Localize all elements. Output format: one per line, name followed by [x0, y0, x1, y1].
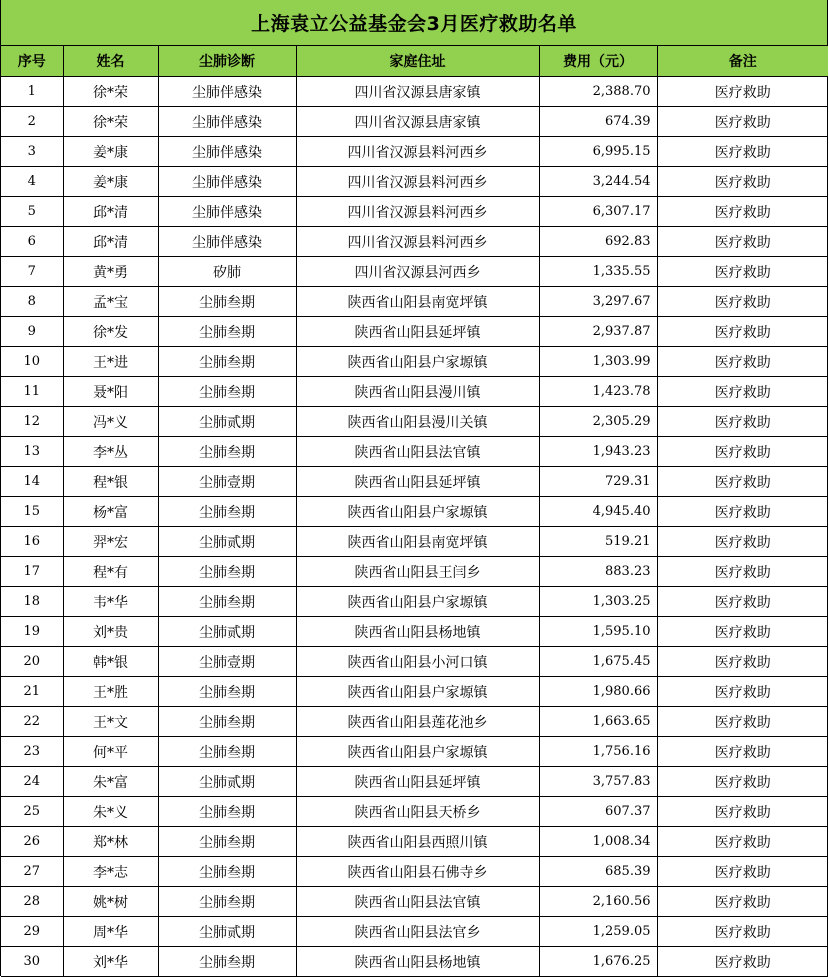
cell-note: 医疗救助 [657, 947, 828, 977]
column-header-diagnosis: 尘肺诊断 [158, 46, 296, 77]
cell-note: 医疗救助 [657, 827, 828, 857]
cell-index: 13 [1, 437, 63, 467]
cell-address: 四川省汉源县唐家镇 [296, 107, 539, 137]
cell-index: 7 [1, 257, 63, 287]
table-row [1, 527, 828, 557]
cell-cost: 729.31 [539, 467, 657, 497]
cell-index: 26 [1, 827, 63, 857]
cell-name: 韦*华 [63, 587, 158, 617]
cell-address: 陕西省山阳县户家塬镇 [296, 347, 539, 377]
cell-diagnosis: 尘肺叁期 [158, 887, 296, 917]
cell-address: 陕西省山阳县杨地镇 [296, 617, 539, 647]
cell-diagnosis: 尘肺伴感染 [158, 77, 296, 107]
table-row [1, 557, 828, 587]
sheet-title: 上海袁立公益基金会3月医疗救助名单 [1, 0, 827, 46]
cell-cost: 519.21 [539, 527, 657, 557]
cell-index: 28 [1, 887, 63, 917]
cell-name: 黄*勇 [63, 257, 158, 287]
cell-address: 陕西省山阳县户家塬镇 [296, 737, 539, 767]
cell-diagnosis: 尘肺伴感染 [158, 167, 296, 197]
cell-cost: 3,297.67 [539, 287, 657, 317]
cell-name: 邱*清 [63, 197, 158, 227]
cell-diagnosis: 尘肺贰期 [158, 917, 296, 947]
cell-note: 医疗救助 [657, 737, 828, 767]
cell-cost: 674.39 [539, 107, 657, 137]
cell-cost: 1,980.66 [539, 677, 657, 707]
table-row [1, 587, 828, 617]
table-row [1, 497, 828, 527]
cell-index: 16 [1, 527, 63, 557]
cell-name: 王*胜 [63, 677, 158, 707]
table-row [1, 167, 828, 197]
cell-address: 陕西省山阳县法官乡 [296, 917, 539, 947]
cell-index: 24 [1, 767, 63, 797]
table-row [1, 707, 828, 737]
cell-cost: 3,244.54 [539, 167, 657, 197]
cell-address: 陕西省山阳县户家塬镇 [296, 587, 539, 617]
cell-diagnosis: 尘肺叁期 [158, 947, 296, 977]
header-row [1, 46, 828, 77]
cell-diagnosis: 尘肺壹期 [158, 467, 296, 497]
cell-diagnosis: 尘肺叁期 [158, 377, 296, 407]
table-row [1, 107, 828, 137]
cell-address: 四川省汉源县河西乡 [296, 257, 539, 287]
cell-index: 2 [1, 107, 63, 137]
cell-cost: 607.37 [539, 797, 657, 827]
cell-note: 医疗救助 [657, 347, 828, 377]
cell-index: 8 [1, 287, 63, 317]
cell-address: 陕西省山阳县杨地镇 [296, 947, 539, 977]
cell-name: 郑*林 [63, 827, 158, 857]
cell-name: 周*华 [63, 917, 158, 947]
cell-index: 27 [1, 857, 63, 887]
cell-name: 徐*荣 [63, 107, 158, 137]
table-row [1, 947, 828, 977]
cell-index: 12 [1, 407, 63, 437]
cell-address: 陕西省山阳县户家塬镇 [296, 497, 539, 527]
cell-name: 王*文 [63, 707, 158, 737]
cell-note: 医疗救助 [657, 317, 828, 347]
cell-index: 17 [1, 557, 63, 587]
cell-note: 医疗救助 [657, 617, 828, 647]
cell-note: 医疗救助 [657, 437, 828, 467]
cell-note: 医疗救助 [657, 107, 828, 137]
cell-cost: 1,676.25 [539, 947, 657, 977]
table-row [1, 917, 828, 947]
cell-diagnosis: 尘肺伴感染 [158, 197, 296, 227]
cell-diagnosis: 尘肺伴感染 [158, 227, 296, 257]
cell-note: 医疗救助 [657, 167, 828, 197]
cell-index: 30 [1, 947, 63, 977]
cell-name: 徐*发 [63, 317, 158, 347]
cell-note: 医疗救助 [657, 287, 828, 317]
cell-name: 程*银 [63, 467, 158, 497]
cell-cost: 2,937.87 [539, 317, 657, 347]
cell-index: 22 [1, 707, 63, 737]
table-row [1, 827, 828, 857]
table-row [1, 257, 828, 287]
cell-address: 陕西省山阳县南宽坪镇 [296, 527, 539, 557]
cell-note: 医疗救助 [657, 797, 828, 827]
cell-index: 21 [1, 677, 63, 707]
cell-name: 李*志 [63, 857, 158, 887]
cell-cost: 1,259.05 [539, 917, 657, 947]
cell-address: 四川省汉源县料河西乡 [296, 197, 539, 227]
table-row [1, 377, 828, 407]
cell-diagnosis: 尘肺叁期 [158, 497, 296, 527]
cell-address: 陕西省山阳县小河口镇 [296, 647, 539, 677]
cell-name: 刘*华 [63, 947, 158, 977]
cell-address: 陕西省山阳县法官镇 [296, 887, 539, 917]
cell-cost: 1,675.45 [539, 647, 657, 677]
table-row [1, 137, 828, 167]
cell-note: 医疗救助 [657, 497, 828, 527]
cell-name: 何*平 [63, 737, 158, 767]
cell-address: 四川省汉源县料河西乡 [296, 167, 539, 197]
cell-name: 李*丛 [63, 437, 158, 467]
table-row [1, 407, 828, 437]
cell-diagnosis: 尘肺贰期 [158, 767, 296, 797]
cell-cost: 1,335.55 [539, 257, 657, 287]
cell-diagnosis: 尘肺叁期 [158, 737, 296, 767]
cell-index: 20 [1, 647, 63, 677]
cell-name: 韩*银 [63, 647, 158, 677]
cell-index: 6 [1, 227, 63, 257]
cell-address: 陕西省山阳县延坪镇 [296, 767, 539, 797]
table-row [1, 467, 828, 497]
cell-index: 14 [1, 467, 63, 497]
cell-cost: 4,945.40 [539, 497, 657, 527]
cell-address: 陕西省山阳县漫川镇 [296, 377, 539, 407]
cell-address: 陕西省山阳县漫川关镇 [296, 407, 539, 437]
table-row [1, 647, 828, 677]
cell-diagnosis: 尘肺伴感染 [158, 107, 296, 137]
cell-note: 医疗救助 [657, 647, 828, 677]
cell-cost: 1,303.99 [539, 347, 657, 377]
cell-address: 四川省汉源县料河西乡 [296, 137, 539, 167]
cell-note: 医疗救助 [657, 527, 828, 557]
column-header-note: 备注 [657, 46, 828, 77]
table-row [1, 437, 828, 467]
cell-name: 徐*荣 [63, 77, 158, 107]
cell-cost: 6,307.17 [539, 197, 657, 227]
cell-cost: 2,305.29 [539, 407, 657, 437]
cell-diagnosis: 尘肺叁期 [158, 797, 296, 827]
cell-address: 陕西省山阳县法官镇 [296, 437, 539, 467]
cell-note: 医疗救助 [657, 587, 828, 617]
cell-diagnosis: 尘肺贰期 [158, 527, 296, 557]
cell-address: 陕西省山阳县王闫乡 [296, 557, 539, 587]
cell-diagnosis: 尘肺贰期 [158, 617, 296, 647]
cell-address: 陕西省山阳县天桥乡 [296, 797, 539, 827]
column-header-cost: 费用（元） [539, 46, 657, 77]
cell-note: 医疗救助 [657, 767, 828, 797]
cell-address: 陕西省山阳县延坪镇 [296, 317, 539, 347]
cell-index: 4 [1, 167, 63, 197]
cell-cost: 1,756.16 [539, 737, 657, 767]
cell-note: 医疗救助 [657, 197, 828, 227]
cell-diagnosis: 尘肺贰期 [158, 407, 296, 437]
cell-name: 姜*康 [63, 137, 158, 167]
cell-address: 陕西省山阳县西照川镇 [296, 827, 539, 857]
column-header-name: 姓名 [63, 46, 158, 77]
table-row [1, 797, 828, 827]
cell-address: 四川省汉源县唐家镇 [296, 77, 539, 107]
cell-cost: 1,663.65 [539, 707, 657, 737]
cell-index: 29 [1, 917, 63, 947]
cell-cost: 1,595.10 [539, 617, 657, 647]
cell-cost: 1,303.25 [539, 587, 657, 617]
cell-index: 19 [1, 617, 63, 647]
cell-address: 陕西省山阳县南宽坪镇 [296, 287, 539, 317]
cell-index: 11 [1, 377, 63, 407]
cell-index: 25 [1, 797, 63, 827]
cell-index: 3 [1, 137, 63, 167]
cell-index: 1 [1, 77, 63, 107]
cell-name: 聂*阳 [63, 377, 158, 407]
table-row [1, 617, 828, 647]
cell-cost: 3,757.83 [539, 767, 657, 797]
cell-name: 杨*富 [63, 497, 158, 527]
cell-name: 姚*树 [63, 887, 158, 917]
cell-note: 医疗救助 [657, 557, 828, 587]
cell-name: 姜*康 [63, 167, 158, 197]
cell-diagnosis: 尘肺叁期 [158, 347, 296, 377]
cell-diagnosis: 尘肺伴感染 [158, 137, 296, 167]
cell-note: 医疗救助 [657, 887, 828, 917]
cell-note: 医疗救助 [657, 707, 828, 737]
cell-note: 医疗救助 [657, 227, 828, 257]
cell-index: 9 [1, 317, 63, 347]
cell-cost: 2,160.56 [539, 887, 657, 917]
cell-name: 朱*富 [63, 767, 158, 797]
cell-note: 医疗救助 [657, 857, 828, 887]
table-row [1, 677, 828, 707]
cell-address: 陕西省山阳县莲花池乡 [296, 707, 539, 737]
cell-cost: 883.23 [539, 557, 657, 587]
cell-name: 朱*义 [63, 797, 158, 827]
cell-note: 医疗救助 [657, 677, 828, 707]
cell-name: 程*有 [63, 557, 158, 587]
column-header-address: 家庭住址 [296, 46, 539, 77]
cell-cost: 1,423.78 [539, 377, 657, 407]
table-row [1, 197, 828, 227]
table-row [1, 227, 828, 257]
cell-diagnosis: 尘肺叁期 [158, 557, 296, 587]
cell-cost: 692.83 [539, 227, 657, 257]
cell-cost: 1,943.23 [539, 437, 657, 467]
cell-note: 医疗救助 [657, 137, 828, 167]
table-row [1, 737, 828, 767]
cell-cost: 1,008.34 [539, 827, 657, 857]
cell-address: 四川省汉源县料河西乡 [296, 227, 539, 257]
cell-diagnosis: 尘肺叁期 [158, 677, 296, 707]
cell-cost: 2,388.70 [539, 77, 657, 107]
cell-name: 王*进 [63, 347, 158, 377]
table-row [1, 77, 828, 107]
cell-note: 医疗救助 [657, 467, 828, 497]
cell-index: 18 [1, 587, 63, 617]
cell-address: 陕西省山阳县户家塬镇 [296, 677, 539, 707]
cell-index: 10 [1, 347, 63, 377]
table-row [1, 857, 828, 887]
table-row [1, 767, 828, 797]
relief-table [1, 46, 828, 977]
cell-diagnosis: 尘肺叁期 [158, 287, 296, 317]
cell-diagnosis: 尘肺叁期 [158, 437, 296, 467]
cell-diagnosis: 尘肺壹期 [158, 647, 296, 677]
cell-name: 邱*清 [63, 227, 158, 257]
cell-diagnosis: 尘肺叁期 [158, 827, 296, 857]
table-body [1, 77, 828, 977]
table-row [1, 887, 828, 917]
table-row [1, 347, 828, 377]
cell-address: 陕西省山阳县延坪镇 [296, 467, 539, 497]
cell-name: 羿*宏 [63, 527, 158, 557]
cell-note: 医疗救助 [657, 407, 828, 437]
cell-note: 医疗救助 [657, 917, 828, 947]
cell-index: 23 [1, 737, 63, 767]
table-row [1, 287, 828, 317]
cell-diagnosis: 尘肺叁期 [158, 587, 296, 617]
cell-note: 医疗救助 [657, 377, 828, 407]
cell-cost: 6,995.15 [539, 137, 657, 167]
cell-name: 孟*宝 [63, 287, 158, 317]
cell-note: 医疗救助 [657, 77, 828, 107]
column-header-index: 序号 [1, 46, 63, 77]
cell-name: 刘*贵 [63, 617, 158, 647]
cell-note: 医疗救助 [657, 257, 828, 287]
table-row [1, 317, 828, 347]
cell-address: 陕西省山阳县石佛寺乡 [296, 857, 539, 887]
cell-index: 5 [1, 197, 63, 227]
cell-index: 15 [1, 497, 63, 527]
cell-cost: 685.39 [539, 857, 657, 887]
cell-diagnosis: 尘肺叁期 [158, 317, 296, 347]
cell-name: 冯*义 [63, 407, 158, 437]
cell-diagnosis: 尘肺叁期 [158, 857, 296, 887]
cell-diagnosis: 矽肺 [158, 257, 296, 287]
cell-diagnosis: 尘肺叁期 [158, 707, 296, 737]
